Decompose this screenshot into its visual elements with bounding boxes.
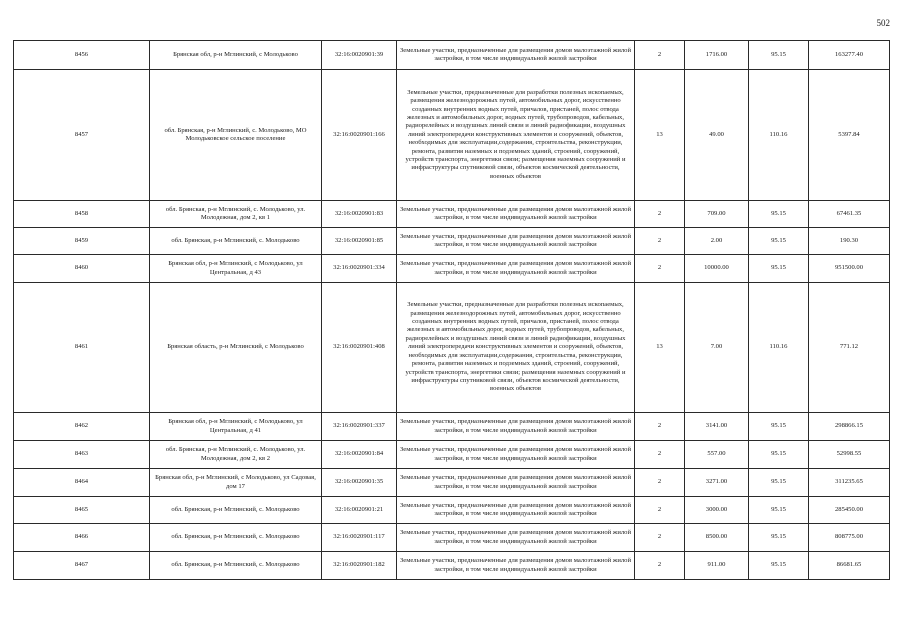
rate-cell: 95.15 [749, 201, 809, 228]
cadastral-number-cell: 32:16:0020901:334 [322, 255, 397, 283]
land-use-cell: Земельные участки, предназначенные для размещения домов малоэтажной жилой застройки, в том числе индивидуальной жилой застройки [397, 441, 635, 469]
area-cell: 1716.00 [685, 41, 749, 70]
address-cell: Брянская обл, р-н Мглинский, с Молодьково, ул Центральная, д 41 [150, 413, 322, 441]
table-row [14, 41, 890, 70]
cadastral-value-cell: 951500.00 [809, 255, 890, 283]
area-cell: 557.00 [685, 441, 749, 469]
row-number: 8466 [14, 524, 150, 552]
address-cell: обл. Брянская, р-н Мглинский, с. Молодьково, МО Молодьковское сельское поселение [150, 70, 322, 201]
land-use-cell: Земельные участки, предназначенные для размещения домов малоэтажной жилой застройки, в том числе индивидуальной жилой застройки [397, 201, 635, 228]
land-use-cell: Земельные участки, предназначенные для размещения домов малоэтажной жилой застройки, в том числе индивидуальной жилой застройки [397, 469, 635, 497]
area-cell: 3271.00 [685, 469, 749, 497]
land-use-cell: Земельные участки, предназначенные для размещения домов малоэтажной жилой застройки, в том числе индивидуальной жилой застройки [397, 41, 635, 70]
cadastral-number-cell: 32:16:0020901:85 [322, 228, 397, 255]
cadastral-number-cell: 32:16:0020901:182 [322, 552, 397, 580]
table-row [14, 228, 890, 255]
cadastral-value-cell: 285450.00 [809, 497, 890, 524]
table-row [14, 524, 890, 552]
cadastral-value-cell: 67461.35 [809, 201, 890, 228]
address-cell: Брянская область, р-н Мглинский, с Молодьково [150, 283, 322, 413]
land-use-cell: Земельные участки, предназначенные для размещения домов малоэтажной жилой застройки, в том числе индивидуальной жилой застройки [397, 552, 635, 580]
cadastral-number-cell: 32:16:0020901:166 [322, 70, 397, 201]
cadastral-number-cell: 32:16:0020901:84 [322, 441, 397, 469]
cadastral-number-cell: 32:16:0020901:83 [322, 201, 397, 228]
group-cell: 13 [635, 70, 685, 201]
cadastral-number-cell: 32:16:0020901:337 [322, 413, 397, 441]
rate-cell: 95.15 [749, 552, 809, 580]
table-row [14, 255, 890, 283]
land-use-cell: Земельные участки, предназначенные для разработки полезных ископаемых, размещения железнодорожных путей, автомобильных дорог, искусственно созданных внутренних водных путей, причалов, пристаней, полос отвода железных и автомобильных дорог, водных путей, трубопроводов, кабельных, радиорелейных и воздушных линий связи и линий радиофикации, воздушных линий электропередачи конструктивных элементов и сооружений, объектов, необходимых для эксплуатации,содержания, строительства, реконструкции, ремонта, развития наземных и подземных зданий, строений, сооружений, устройств транспорта, энергетики связи; размещения наземных сооружений и инфраструктуры спутниковой связи, объектов космической деятельности, военных объектов [397, 283, 635, 413]
cadastral-value-cell: 808775.00 [809, 524, 890, 552]
group-cell: 2 [635, 524, 685, 552]
address-cell: Брянская обл, р-н Мглинский, с Молодьково, ул Центральная, д 43 [150, 255, 322, 283]
cadastral-number-cell: 32:16:0020901:39 [322, 41, 397, 70]
cadastral-value-cell: 190.30 [809, 228, 890, 255]
group-cell: 2 [635, 228, 685, 255]
area-cell: 3000.00 [685, 497, 749, 524]
row-number: 8461 [14, 283, 150, 413]
area-cell: 8500.00 [685, 524, 749, 552]
row-number: 8460 [14, 255, 150, 283]
cadastral-value-cell: 5397.84 [809, 70, 890, 201]
rate-cell: 95.15 [749, 524, 809, 552]
page-number: 502 [876, 18, 890, 28]
row-number: 8463 [14, 441, 150, 469]
rate-cell: 95.15 [749, 413, 809, 441]
table-row [14, 497, 890, 524]
land-use-cell: Земельные участки, предназначенные для размещения домов малоэтажной жилой застройки, в том числе индивидуальной жилой застройки [397, 524, 635, 552]
address-cell: Брянская обл, р-н Мглинский, с Молодьково [150, 41, 322, 70]
table-row [14, 283, 890, 413]
cadastral-value-cell: 771.12 [809, 283, 890, 413]
table-row [14, 413, 890, 441]
group-cell: 2 [635, 497, 685, 524]
group-cell: 2 [635, 41, 685, 70]
land-use-cell: Земельные участки, предназначенные для размещения домов малоэтажной жилой застройки, в том числе индивидуальной жилой застройки [397, 497, 635, 524]
cadastral-value-cell: 311235.65 [809, 469, 890, 497]
land-use-cell: Земельные участки, предназначенные для размещения домов малоэтажной жилой застройки, в том числе индивидуальной жилой застройки [397, 413, 635, 441]
table-row [14, 552, 890, 580]
area-cell: 2.00 [685, 228, 749, 255]
address-cell: обл. Брянская, р-н Мглинский, с. Молодьково, ул. Молодежная, дом 2, кв 2 [150, 441, 322, 469]
group-cell: 2 [635, 441, 685, 469]
row-number: 8458 [14, 201, 150, 228]
row-number: 8464 [14, 469, 150, 497]
land-registry-table [13, 40, 890, 580]
cadastral-number-cell: 32:16:0020901:21 [322, 497, 397, 524]
area-cell: 3141.00 [685, 413, 749, 441]
address-cell: обл. Брянская, р-н Мглинский, с. Молодьково [150, 497, 322, 524]
row-number: 8465 [14, 497, 150, 524]
rate-cell: 95.15 [749, 497, 809, 524]
land-use-cell: Земельные участки, предназначенные для размещения домов малоэтажной жилой застройки, в том числе индивидуальной жилой застройки [397, 255, 635, 283]
row-number: 8467 [14, 552, 150, 580]
rate-cell: 95.15 [749, 441, 809, 469]
land-use-cell: Земельные участки, предназначенные для размещения домов малоэтажной жилой застройки, в том числе индивидуальной жилой застройки [397, 228, 635, 255]
group-cell: 2 [635, 552, 685, 580]
cadastral-value-cell: 86681.65 [809, 552, 890, 580]
address-cell: обл. Брянская, р-н Мглинский, с. Молодьково, ул. Молодежная, дом 2, кв 1 [150, 201, 322, 228]
area-cell: 7.00 [685, 283, 749, 413]
group-cell: 2 [635, 201, 685, 228]
row-number: 8459 [14, 228, 150, 255]
rate-cell: 95.15 [749, 255, 809, 283]
rate-cell: 95.15 [749, 228, 809, 255]
row-number: 8456 [14, 41, 150, 70]
group-cell: 2 [635, 255, 685, 283]
cadastral-value-cell: 52998.55 [809, 441, 890, 469]
rate-cell: 95.15 [749, 41, 809, 70]
table-row [14, 201, 890, 228]
address-cell: обл. Брянская, р-н Мглинский, с. Молодьково [150, 228, 322, 255]
address-cell: обл. Брянская, р-н Мглинский, с. Молодьково [150, 524, 322, 552]
row-number: 8462 [14, 413, 150, 441]
group-cell: 2 [635, 469, 685, 497]
cadastral-number-cell: 32:16:0020901:35 [322, 469, 397, 497]
group-cell: 13 [635, 283, 685, 413]
cadastral-value-cell: 163277.40 [809, 41, 890, 70]
rate-cell: 110.16 [749, 70, 809, 201]
cadastral-number-cell: 32:16:0020901:408 [322, 283, 397, 413]
table-row [14, 441, 890, 469]
rate-cell: 110.16 [749, 283, 809, 413]
area-cell: 709.00 [685, 201, 749, 228]
area-cell: 911.00 [685, 552, 749, 580]
cadastral-value-cell: 298866.15 [809, 413, 890, 441]
cadastral-number-cell: 32:16:0020901:117 [322, 524, 397, 552]
row-number: 8457 [14, 70, 150, 201]
land-use-cell: Земельные участки, предназначенные для разработки полезных ископаемых, размещения железнодорожных путей, автомобильных дорог, искусственно созданных внутренних водных путей, причалов, пристаней, полос отвода железных и автомобильных дорог, водных путей, трубопроводов, кабельных, радиорелейных и воздушных линий связи и линий радиофикации, воздушных линий электропередачи конструктивных элементов и сооружений, объектов, необходимых для эксплуатации,содержания, строительства, реконструкции, ремонта, развития наземных и подземных зданий, строений, сооружений, устройств транспорта, энергетики связи; размещения наземных сооружений и инфраструктуры спутниковой связи, объектов космической деятельности, военных объектов [397, 70, 635, 201]
address-cell: Брянская обл, р-н Мглинский, с Молодьково, ул Садовая, дом 17 [150, 469, 322, 497]
area-cell: 49.00 [685, 70, 749, 201]
table-row [14, 469, 890, 497]
area-cell: 10000.00 [685, 255, 749, 283]
group-cell: 2 [635, 413, 685, 441]
rate-cell: 95.15 [749, 469, 809, 497]
table-row [14, 70, 890, 201]
address-cell: обл. Брянская, р-н Мглинский, с. Молодьково [150, 552, 322, 580]
